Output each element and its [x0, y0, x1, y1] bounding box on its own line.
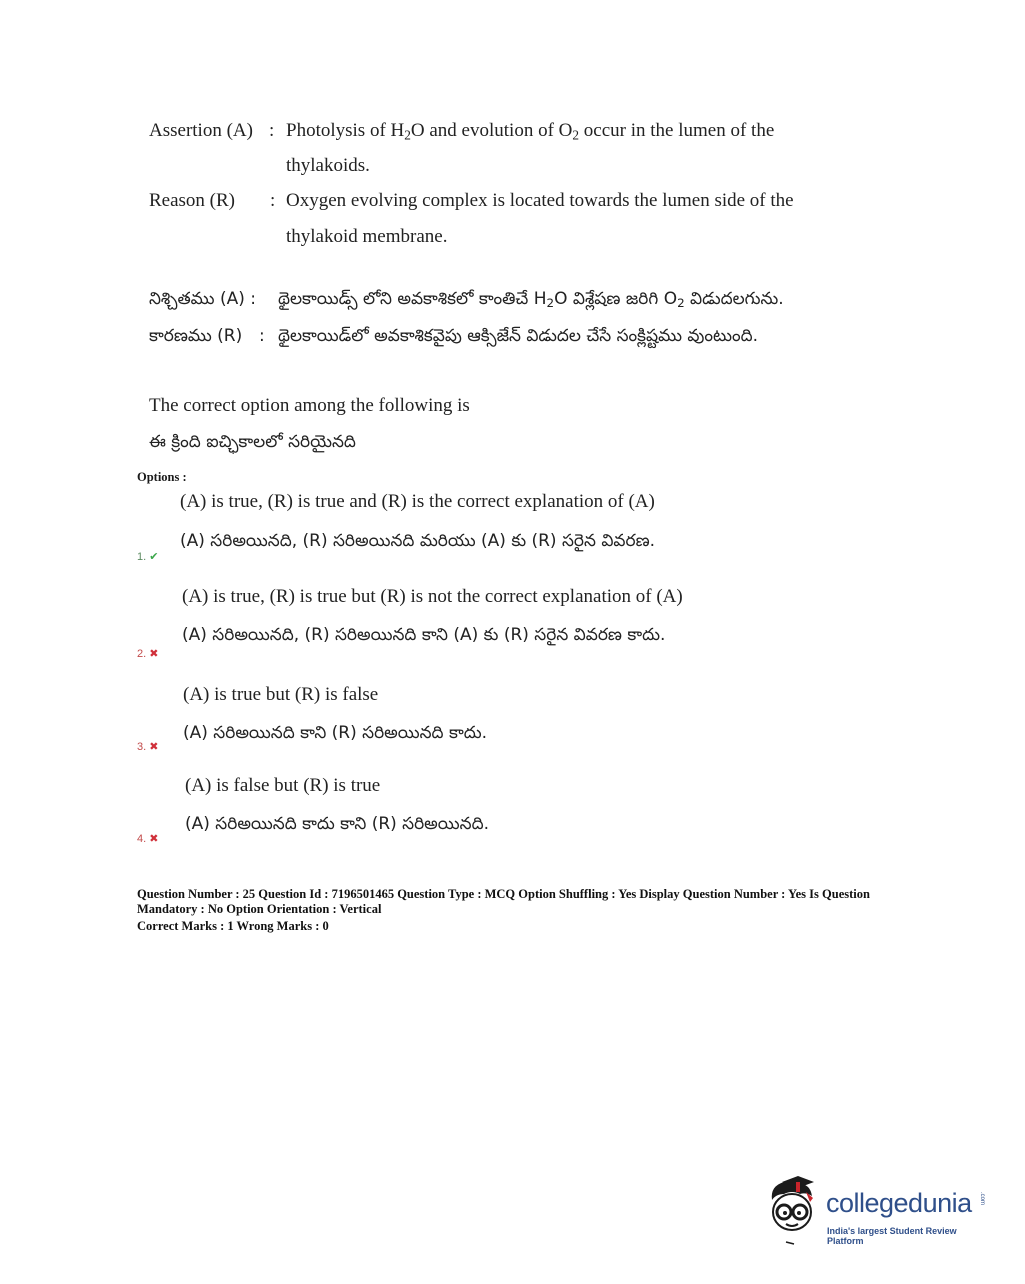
- option-3-number: 3.: [137, 741, 147, 753]
- option-3-text-te[interactable]: (A) సరిఅయినది కాని (R) సరిఅయినది కాదు.: [183, 723, 487, 743]
- logo-tagline: India's largest Student Review Platform: [827, 1226, 957, 1246]
- assertion-text-line1: Photolysis of $H_2O$ and evolution of $O_2$ occur in the lumen of the: [286, 120, 775, 143]
- option-4-text-en[interactable]: (A) is false but (R) is true: [185, 775, 381, 796]
- check-icon: ✔: [149, 551, 159, 563]
- reason-label: Reason (R): [149, 190, 236, 211]
- telugu-assertion-text: థైలకాయిడ్స్ లోని అవకాశికలో కాంతిచే $H_2O$ విశ్లేషణ జరిగి $O_2$ విడుదలగును.: [278, 289, 784, 310]
- question-meta-line2: Mandatory : No Option Orientation : Vertical: [137, 902, 382, 916]
- cross-icon: ✖: [149, 741, 159, 753]
- option-4-marker: [137, 832, 158, 845]
- option-4-text-te[interactable]: (A) సరిఅయినది కాదు కాని (R) సరిఅయినది.: [185, 814, 489, 834]
- option-2-marker: [137, 647, 158, 660]
- option-1-text-te[interactable]: (A) సరిఅయినది, (R) సరిఅయినది మరియు (A) కు (R) సరైన వివరణ.: [180, 531, 656, 551]
- option-1-marker: [137, 550, 158, 563]
- question-text-en: The correct option among the following is: [149, 395, 470, 416]
- option-2-number: 2.: [137, 648, 147, 660]
- question-meta-line1: Question Number : 25 Question Id : 7196501465 Question Type : MCQ Option Shuffling : Yes Display Question Number : Yes Is Question: [137, 887, 870, 901]
- assertion-label: Assertion (A): [149, 120, 253, 141]
- assertion-text-line2: thylakoids.: [286, 155, 370, 176]
- question-meta-line3: Correct Marks : 1 Wrong Marks : 0: [137, 919, 329, 933]
- reason-text-line2: thylakoid membrane.: [286, 226, 448, 247]
- option-4-number: 4.: [137, 833, 147, 845]
- option-3-text-en[interactable]: (A) is true but (R) is false: [183, 684, 379, 705]
- reason-colon: :: [270, 190, 276, 211]
- telugu-assertion-label: నిశ్చితము (A) :: [149, 289, 256, 309]
- collegedunia-logo[interactable]: [766, 1176, 992, 1246]
- telugu-reason-colon: :: [259, 326, 265, 346]
- telugu-reason-label: కారణము (R): [149, 326, 243, 346]
- option-1-text-en[interactable]: (A) is true, (R) is true and (R) is the correct explanation of (A): [180, 491, 655, 512]
- option-3-marker: [137, 740, 158, 753]
- option-1-number: 1.: [137, 551, 147, 563]
- logo-com: .com: [979, 1192, 985, 1206]
- cross-icon: ✖: [149, 648, 159, 660]
- logo-mascot-icon: [766, 1176, 826, 1246]
- option-2-text-en[interactable]: (A) is true, (R) is true but (R) is not the correct explanation of (A): [182, 586, 683, 607]
- assertion-colon: :: [269, 120, 275, 141]
- telugu-reason-text: థైలకాయిడ్‌లో అవకాశికవైపు ఆక్సిజేన్ విడుదల చేసే సంక్లిష్టము వుంటుంది.: [278, 326, 759, 346]
- cross-icon: ✖: [149, 833, 159, 845]
- logo-wordmark: collegedunia: [826, 1188, 972, 1218]
- options-label: Options :: [137, 470, 187, 484]
- reason-text-line1: Oxygen evolving complex is located towards the lumen side of the: [286, 190, 794, 211]
- option-2-text-te[interactable]: (A) సరిఅయినది, (R) సరిఅయినది కాని (A) కు (R) సరైన వివరణ కాదు.: [182, 625, 666, 645]
- question-text-te: ఈ క్రింది ఐచ్ఛికాలలో సరియైనది: [149, 432, 356, 452]
